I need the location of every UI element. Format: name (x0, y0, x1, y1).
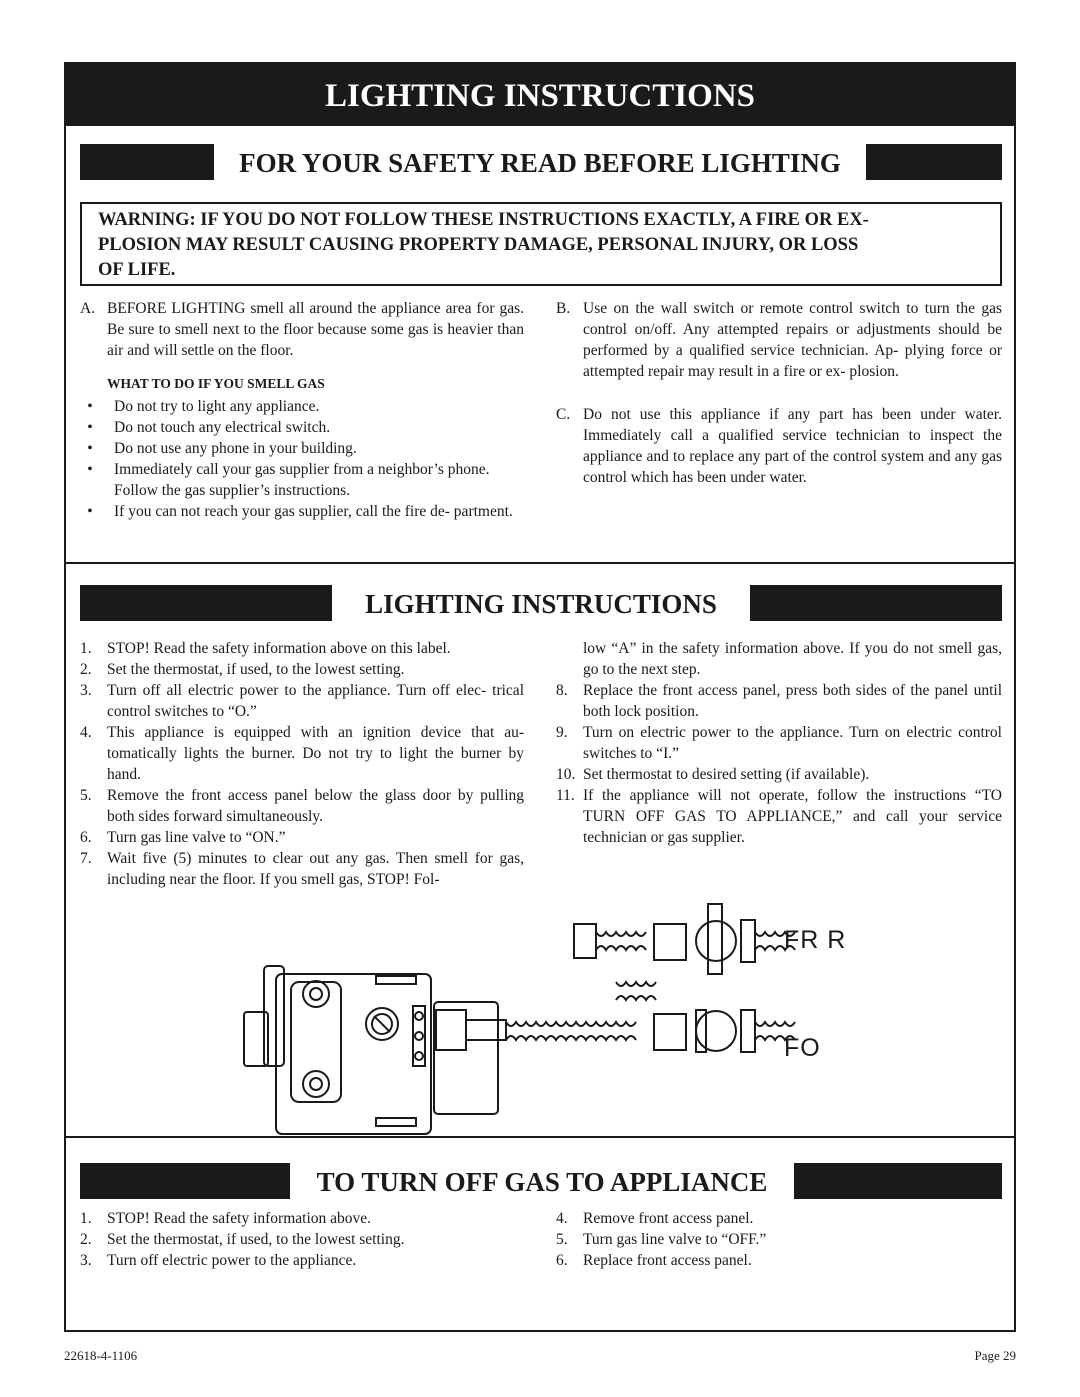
bullet-text: Immediately call your gas supplier from a neighbor’s phone. Follow the gas supplier’s instructions. (114, 461, 490, 499)
step-number: 4. (556, 1210, 568, 1227)
item-text: Do not use this appliance if any part has been under water. Immediately call a qualified service technician to inspect the appliance and to replace any part of the control system and any gas control which has been under water. (583, 406, 1002, 486)
step-number: 5. (556, 1231, 568, 1248)
step-text: Remove the front access panel below the glass door by pulling both sides forward simultaneously. (107, 787, 524, 825)
warning-line: PLOSION MAY RESULT CAUSING PROPERTY DAMAGE, PERSONAL INJURY, OR LOSS (98, 235, 859, 255)
step-text: Turn off all electric power to the appliance. Turn off elec- trical control switches to “O.” (107, 682, 524, 720)
safety-right-column (556, 298, 1002, 488)
instruction-label-frame (64, 62, 1016, 1332)
heading-bar-left (80, 1163, 290, 1199)
step-number: 3. (80, 682, 92, 699)
valve-off (436, 1010, 795, 1052)
step-text: Replace the front access panel, press both sides of the panel until both lock position. (583, 682, 1002, 720)
list-item (80, 638, 524, 659)
step-number: 5. (80, 787, 92, 804)
safety-item-a (80, 298, 524, 361)
list-item (80, 417, 524, 438)
bullet-marker: • (87, 461, 93, 478)
diagram-label-top: FR R (784, 926, 847, 954)
step-text: STOP! Read the safety information above on this label. (107, 640, 451, 657)
step-number: 6. (80, 829, 92, 846)
step-continuation (556, 638, 1002, 680)
bullet-marker: • (87, 419, 93, 436)
item-marker: C. (556, 406, 571, 423)
item-marker: A. (80, 300, 96, 317)
diagram-label-bottom: FO (784, 1034, 821, 1062)
turn-off-heading-band (80, 1163, 1002, 1199)
step-number: 6. (556, 1252, 568, 1269)
step-number: 10. (556, 766, 576, 783)
list-item (556, 722, 1002, 764)
warning-line: OF LIFE. (98, 260, 176, 280)
list-item (80, 722, 524, 785)
step-text: Set the thermostat, if used, to the lowest setting. (107, 661, 405, 678)
bullet-text: If you can not reach your gas supplier, call the fire de- partment. (114, 503, 513, 520)
item-marker: B. (556, 300, 571, 317)
safety-item-b (556, 298, 1002, 382)
item-text: BEFORE LIGHTING smell all around the appliance area for gas. Be sure to smell next to the floor because some gas is heavier than air and will settle on the floor. (107, 300, 524, 359)
bullet-text: Do not use any phone in your building. (114, 440, 357, 457)
list-item (80, 396, 524, 417)
step-text: Turn gas line valve to “OFF.” (583, 1231, 767, 1248)
step-text: Remove front access panel. (583, 1210, 754, 1227)
step-number: 2. (80, 1231, 92, 1248)
list-item (80, 680, 524, 722)
list-item (556, 1208, 1002, 1229)
item-text: Use on the wall switch or remote control switch to turn the gas control on/off. Any attempted repairs or adjustments should be performed by a qualified service technician. Ap- plying force or attempted repair may result in a fire or ex- plosion. (583, 300, 1002, 380)
step-number: 1. (80, 1210, 92, 1227)
step-text: Set the thermostat, if used, to the lowest setting. (107, 1231, 405, 1248)
step-text: Turn gas line valve to “ON.” (107, 829, 286, 846)
lighting-left-column (80, 638, 524, 890)
step-text: Wait five (5) minutes to clear out any gas. Then smell for gas, including near the floor. If you smell gas, STOP! Fol- (107, 850, 524, 888)
bullet-marker: • (87, 440, 93, 457)
section-divider (66, 1136, 1014, 1138)
turn-off-left-column (80, 1208, 524, 1271)
lighting-heading-band (80, 585, 1002, 621)
step-text: Turn off electric power to the appliance. (107, 1252, 357, 1269)
valve-on (574, 904, 795, 1000)
bullet-marker: • (87, 398, 93, 415)
list-item (80, 438, 524, 459)
step-text: If the appliance will not operate, follow the instructions “TO TURN OFF GAS TO APPLIANCE,” and call your service technician or gas supplier. (583, 787, 1002, 846)
list-item (80, 1229, 524, 1250)
warning-box (80, 202, 1002, 286)
main-title: LIGHTING INSTRUCTIONS (66, 64, 1014, 126)
step-number: 11. (556, 787, 575, 804)
turn-off-right-column (556, 1208, 1002, 1271)
step-number: 3. (80, 1252, 92, 1269)
gas-valve-diagram (236, 894, 836, 1154)
list-item (80, 785, 524, 827)
list-item (556, 1250, 1002, 1271)
step-number: 2. (80, 661, 92, 678)
turn-off-heading: TO TURN OFF GAS TO APPLIANCE (316, 1167, 768, 1197)
list-item (80, 1208, 524, 1229)
bullet-text: Do not try to light any appliance. (114, 398, 320, 415)
step-number: 4. (80, 724, 92, 741)
heading-bar-right (866, 144, 1002, 180)
document-number: 22618-4-1106 (64, 1348, 138, 1363)
safety-left-column (80, 298, 524, 522)
safety-item-c (556, 404, 1002, 488)
list-item (80, 848, 524, 890)
lighting-right-column (556, 638, 1002, 848)
page-number: Page 29 (974, 1348, 1016, 1363)
heading-bar-right (794, 1163, 1002, 1199)
step-text: This appliance is equipped with an ignition device that au- tomatically lights the burner. Do not try to light the burner by hand. (107, 724, 524, 783)
lighting-heading: LIGHTING INSTRUCTIONS (365, 589, 717, 619)
list-item (80, 459, 524, 501)
list-item (556, 1229, 1002, 1250)
safety-heading: FOR YOUR SAFETY READ BEFORE LIGHTING (239, 148, 841, 178)
smell-gas-heading: WHAT TO DO IF YOU SMELL GAS (107, 376, 325, 391)
bullet-text: Do not touch any electrical switch. (114, 419, 331, 436)
step-number: 9. (556, 724, 568, 741)
list-item (556, 680, 1002, 722)
list-item (80, 1250, 524, 1271)
step-number: 1. (80, 640, 92, 657)
section-divider (66, 562, 1014, 564)
heading-bar-left (80, 144, 214, 180)
warning-line: WARNING: IF YOU DO NOT FOLLOW THESE INSTRUCTIONS EXACTLY, A FIRE OR EX- (98, 210, 869, 230)
step-text: Turn on electric power to the appliance. Turn on electric control switches to “I.” (583, 724, 1002, 762)
safety-heading-band (80, 144, 1002, 180)
bullet-marker: • (87, 503, 93, 520)
step-number: 7. (80, 850, 92, 867)
heading-bar-right (750, 585, 1002, 621)
step-text: Replace front access panel. (583, 1252, 752, 1269)
list-item (556, 785, 1002, 848)
step-number: 8. (556, 682, 568, 699)
step-text: Set thermostat to desired setting (if available). (583, 766, 870, 783)
list-item (80, 827, 524, 848)
step-text: low “A” in the safety information above. If you do not smell gas, go to the next step. (583, 640, 1002, 678)
heading-bar-left (80, 585, 332, 621)
step-text: STOP! Read the safety information above. (107, 1210, 372, 1227)
list-item (80, 501, 524, 522)
list-item (556, 764, 1002, 785)
list-item (80, 659, 524, 680)
